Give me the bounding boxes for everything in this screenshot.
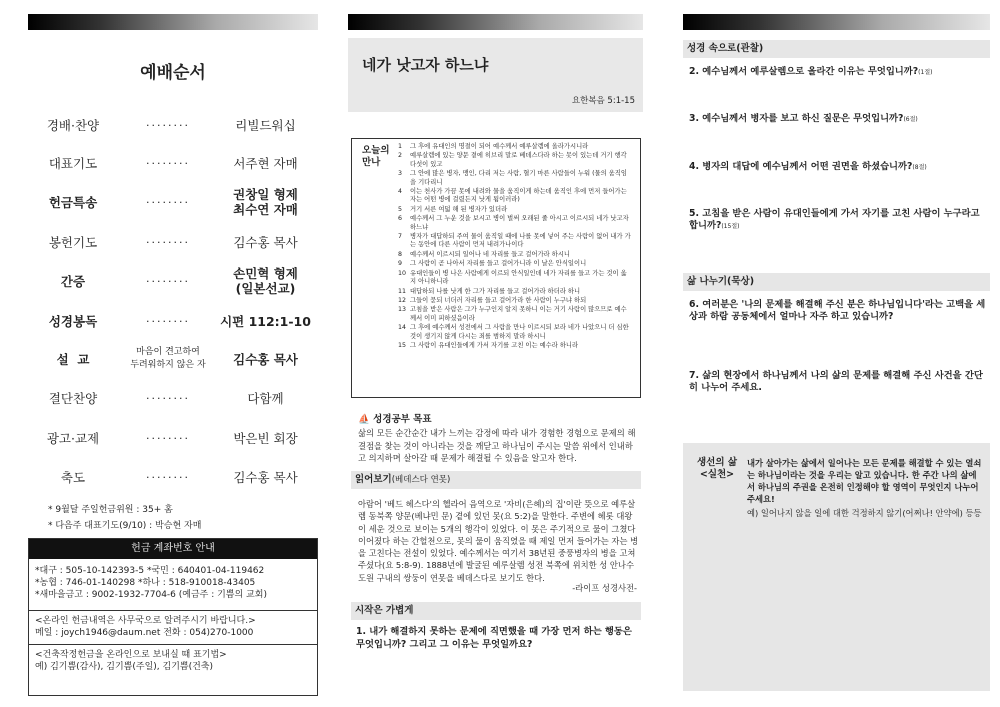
verse-number: 12 [398,296,407,304]
verse-text: 유대인들이 병 나은 사람에게 이르되 안식일인데 네가 자리를 들고 가는 것이 옳지 아니하니라 [410,269,627,286]
verse-text: 병자가 대답하되 주여 물이 움직일 때에 나를 못에 넣어 주는 사람이 없어 내가 가는 동안에 다른 사람이 먼저 내려가나이다 [410,233,631,249]
daily-manna-label: 오늘의 만나 [362,145,390,168]
order-item-dots: ········ [146,195,190,209]
verse-item [398,297,632,305]
question-text: 3. 예수님께서 병자를 보고 하신 질문은 무엇입니까? [689,113,904,124]
order-item-leader: 김수홍 목사 [233,234,298,250]
order-item-dots: ········ [146,470,190,484]
order-row [28,301,318,341]
practice-main-text: 내가 살아가는 삶에서 일어나는 모든 문제를 해결할 수 있는 열쇠는 하나님이라는 것을 우리는 알고 있습니다. 한 주간 나의 삶에서 하나님의 주권을 온전히 인정해야 할 영역이 무엇인지 나누어 주세요! [747,458,982,504]
study-goal-title [358,411,432,425]
question-7: 7. 삶의 현장에서 하나님께서 나의 삶의 문제를 해결해 주신 사건을 간단히 나누어 주세요. [689,370,983,394]
start-section-header: 시작은 가볍게 [351,602,641,620]
verse-number: 2 [398,152,403,160]
order-row [28,222,318,262]
question-text: 4. 병자의 대답에 예수님께서 어떤 권면을 하셨습니까? [689,161,913,172]
question-5 [689,208,989,234]
verse-text: 고침을 받은 사람은 그가 누구인지 알지 못하니 이는 거기 사람이 많으므로 예수께서 이미 피하셨음이라 [410,306,627,322]
reading-text: 아람어 '베드 헤스다'의 헬라어 음역으로 '자비(은혜)의 집'이란 뜻으로 예루살렘 동북쪽 양문(베냐민 문) 곁에 있던 못(요 5:2)을 말한다. 주변에 헤롯 대왕이 세운 것으로 보이는 5개의 행각이 있었다. 이 못은 주기적으로 물이 그쳤다 이어졌다 하는 간헐천으로, 못의 물이 움직였을 때 제일 먼저 들어가는 자는 병을 고친다는 전설이 있었다. 예수께서는 여기서 38년된 중풍병자의 병을 고쳐주셨다(요 5:8-9). 1888년에 발굴된 예루살렘 성전 북쪽에 위치한 성 안나수도원 구내의 쌍둥이 연못을 베데스다로 보기도 한다. [358,499,639,583]
order-row [28,418,318,458]
sharing-section-header: 삶 나누기(묵상) [683,273,990,291]
verse-item [398,206,632,214]
sermon-title: 네가 낫고자 하느냐 [362,56,489,74]
practice-text [747,457,983,519]
question-text: 2. 예수님께서 예루살렘으로 올라간 이유는 무엇입니까? [689,66,919,77]
verse-text: 예수께서 그 누운 것을 보시고 병이 벌써 오래된 줄 아시고 이르시되 네가 낫고자 하느냐 [410,215,629,231]
ship-icon: ⛵ [358,414,370,425]
verse-list [398,143,632,351]
order-item-name: 헌금특송 [48,195,98,210]
offering-committee-note: * 9월달 주일헌금위원 : 35+ 홈 [48,505,173,515]
verse-tag: (15절) [721,223,740,231]
verse-item [398,188,632,205]
verse-number: 14 [398,324,407,332]
bank-account-box [28,538,318,696]
verse-item [398,233,632,250]
verse-item [398,251,632,259]
order-item-dots: ········ [146,274,190,288]
verse-item [398,260,632,268]
verse-text: 대답하되 나를 낫게 한 그가 자리를 들고 걸어가라 하더라 하니 [410,287,581,295]
order-item-leader: 시편 112:1-10 [220,313,311,329]
worship-order-column [28,0,318,707]
question-text: 5. 고침을 받은 사람이 유대인들에게 가서 자기를 고친 사람이 누구라고 합니까? [689,208,980,232]
bank-accounts: *대구 : 505-10-142393-5 *국민 : 640401-04-119462 *농협 : 746-01-140298 *하나 : 518-910018-43405 *새마을금고 : 9002-1932-7704-6 (예금주 : 기쁨의 교회) [29,559,317,611]
verse-tag: (8절) [912,164,927,171]
verse-item [398,170,632,187]
order-item-leader: 다함께 [247,390,284,406]
order-item-leader: 권창일 형제 최수연 자매 [233,187,298,217]
verse-number: 3 [398,170,403,178]
reading-subtitle: (베데스다 연못) [391,475,451,485]
verse-number: 4 [398,188,403,196]
question-2 [689,66,989,79]
verse-text: 그 사람이 유대인들에게 가서 자기를 고친 이는 예수라 하니라 [410,341,579,349]
verse-item [398,306,632,323]
order-item-dots: ········ [146,391,190,405]
verse-number: 6 [398,215,403,223]
verse-item [398,288,632,296]
order-row [28,339,318,379]
question-6: 6. 여러분은 '나의 문제를 해결해 주신 분은 하나님입니다'라는 고백을 세상과 하람 공동체에서 얼마나 자주 하고 있습니까? [689,299,986,323]
verse-number: 8 [398,250,403,258]
order-item-leader: 서주현 자매 [233,155,298,171]
next-prayer-note: * 다음주 대표기도(9/10) : 박승현 자매 [48,521,202,531]
order-item-name: 경배·찬양 [46,118,100,133]
practice-box [683,443,990,691]
question-1: 1. 내가 해결하지 못하는 문제에 직면했을 때 가장 먼저 하는 행동은 무엇입니까? 그리고 그 이유는 무엇일까요? [356,626,632,650]
order-item-name: 결단찬양 [48,391,98,406]
verse-number: 7 [398,233,403,241]
verse-number: 1 [398,143,403,150]
order-item-dots: ········ [146,431,190,445]
verse-text: 그 후에 예수께서 성전에서 그 사람을 만나 이르시되 보라 네가 나았으니 더 심한 것이 생기지 않게 다시는 죄를 범하지 말라 하시니 [410,324,629,340]
verse-number: 11 [398,287,407,295]
study-goal-text: 삶의 모든 순간순간 내가 느끼는 감정에 따라 내가 경험한 경험으로 문제의 해결점을 찾는 것이 아니라는 것을 깨닫고 하나님이 주시는 말씀 위에서 인내하고 의지하며 살아갈 때 문제가 해결될 수 있음을 알고자 한다. [358,428,636,463]
verse-tag: (1절) [918,69,933,76]
sermon-header [348,38,643,112]
question-3 [689,113,989,126]
verse-number: 9 [398,260,403,268]
order-row [28,105,318,145]
verse-item [398,152,632,169]
building-offering-info: <건축작정헌금을 온라인으로 보내실 때 표기법> 예) 김기쁨(감사), 김기쁨(주일), 김기쁨(건축) [35,650,227,672]
verse-item [398,342,632,350]
sermon-column [348,0,643,707]
order-item-leader: 손민혁 형제 (일본선교) [233,266,298,296]
questions-column [683,0,990,707]
reading-section-header [351,471,641,489]
order-item-name: 대표기도 [48,156,98,171]
verse-text: 이는 천사가 가끔 못에 내려와 물을 움직이게 하는데 움직인 후에 먼저 들어가는 자는 어떤 병에 걸렸든지 낫게 됨이러라) [410,188,627,204]
verse-text: 그 사람이 곧 나아서 자리를 들고 걸어가니라 이 날은 안식일이니 [410,260,587,268]
sermon-title-small: 마음이 견고하여 두려워하지 않은 자 [130,347,206,370]
order-item-dots: ········ [146,156,190,170]
order-item-name: 봉헌기도 [48,235,98,250]
verse-item [398,215,632,232]
order-item-name: 간증 [60,274,86,289]
order-row [28,182,318,222]
order-item-name: 광고·교제 [46,431,100,446]
sermon-reference: 요한복음 5:1-15 [571,96,635,106]
verse-text: 예수께서 이르시되 일어나 네 자리를 들고 걸어가라 하시니 [410,250,570,258]
order-item-name: 성경봉독 [48,314,98,329]
practice-example-text: 예) 일어나지 않을 일에 대한 걱정하지 않기(어쩌나! 안약에) 등등 [747,508,982,518]
worship-order-title: 예배순서 [140,63,206,83]
verse-number: 13 [398,306,407,314]
daily-manna-box [351,138,641,398]
verse-number: 10 [398,269,407,277]
question-4 [689,161,989,174]
order-item-dots: ········ [146,235,190,249]
bible-section-header: 성경 속으로(관찰) [683,40,990,58]
order-item-dots: ········ [146,118,190,132]
order-item-name: 설 교 [56,352,90,367]
verse-text: 예루살렘에 있는 양문 곁에 히브리 말로 베데스다라 하는 못이 있는데 거기 행각 다섯이 있고 [410,152,627,168]
verse-number: 5 [398,205,403,213]
order-row [28,143,318,183]
order-item-leader: 김수홍 목사 [233,469,298,485]
verse-tag: (6절) [903,116,918,123]
verse-item [398,270,632,287]
verse-text: 거기 서른 여덟 해 된 병자가 있더라 [410,205,508,213]
order-item-name: 축도 [60,470,86,485]
reading-title: 읽어보기 [355,474,392,485]
online-offering-info: <온라인 헌금내역은 사무국으로 알려주시기 바랍니다.> 메일 : joych1946@daum.net 전화 : 054)270-1000 [29,611,317,645]
reading-source: -라이프 성경사전- [572,583,637,593]
verse-item [398,143,632,151]
order-item-dots: ········ [146,314,190,328]
study-goal-title-text: 성경공부 목표 [373,414,432,425]
order-item-leader: 김수홍 목사 [233,351,298,367]
practice-label: 생선의 삶 <실천> [696,457,737,480]
order-item-leader: 리빌드워십 [235,117,296,133]
bank-box-header: 헌금 계좌번호 안내 [29,539,317,559]
verse-number: 15 [398,341,407,349]
order-row [28,261,318,301]
verse-text: 그들이 묻되 너더러 자리를 들고 걸어가라 한 사람이 누구냐 하되 [410,296,587,304]
order-item-leader: 박은빈 회장 [233,430,298,446]
order-row [28,378,318,418]
verse-item [398,324,632,341]
verse-text: 그 후에 유대인의 명절이 되어 예수께서 예루살렘에 올라가시니라 [410,143,589,150]
verse-text: 그 안에 많은 병자, 맹인, 다리 저는 사람, 혈기 마른 사람들이 누워 (물의 움직임을 기다리니 [410,170,627,186]
order-row [28,457,318,497]
